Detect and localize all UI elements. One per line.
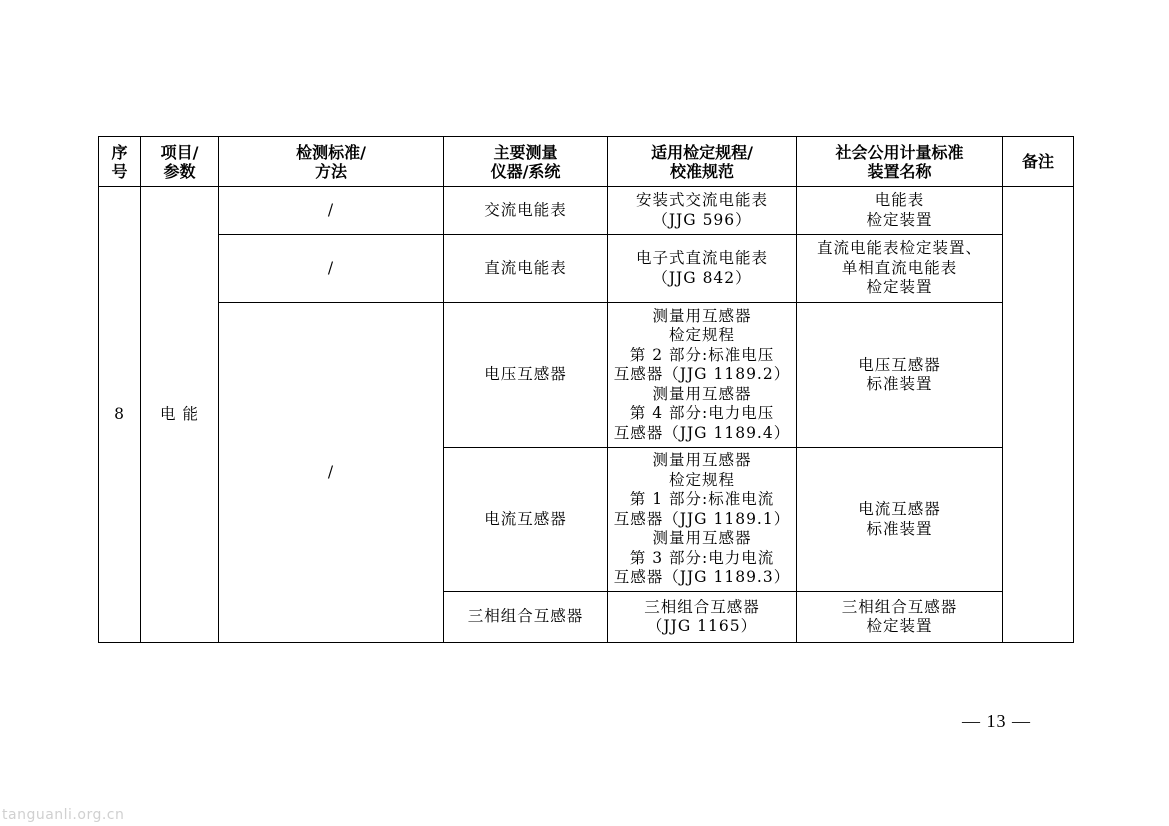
method-cell: / bbox=[219, 303, 444, 643]
instrument-cell: 电流互感器 bbox=[444, 448, 608, 592]
table-row bbox=[99, 303, 1074, 448]
standard-cell: 直流电能表检定装置、 单相直流电能表 检定装置 bbox=[797, 235, 1003, 303]
regulation-cell: 三相组合互感器 （JJG 1165） bbox=[608, 592, 797, 643]
instrument-cell: 直流电能表 bbox=[444, 235, 608, 303]
regulation-cell: 测量用互感器 检定规程 第 1 部分:标准电流 互感器（JJG 1189.1） 测量用互感器 第 3 部分:电力电流 互感器（JJG 1189.3） bbox=[608, 448, 797, 592]
item-cell: 电 能 bbox=[141, 187, 219, 643]
table-row bbox=[99, 235, 1074, 303]
header-instrument: 主要测量 仪器/系统 bbox=[444, 137, 608, 187]
standard-cell: 三相组合互感器 检定装置 bbox=[797, 592, 1003, 643]
standards-table bbox=[98, 136, 1074, 643]
header-method: 检测标准/ 方法 bbox=[219, 137, 444, 187]
standard-cell: 电流互感器 标准装置 bbox=[797, 448, 1003, 592]
method-cell: / bbox=[219, 187, 444, 235]
watermark: tanguanli.org.cn bbox=[2, 807, 125, 823]
table-row bbox=[99, 187, 1074, 235]
header-row bbox=[99, 137, 1074, 187]
page-number: — 13 — bbox=[962, 711, 1031, 731]
standard-cell: 电能表 检定装置 bbox=[797, 187, 1003, 235]
header-standard: 社会公用计量标准 装置名称 bbox=[797, 137, 1003, 187]
standard-cell: 电压互感器 标准装置 bbox=[797, 303, 1003, 448]
header-item: 项目/ 参数 bbox=[141, 137, 219, 187]
method-cell: / bbox=[219, 235, 444, 303]
header-seq: 序 号 bbox=[99, 137, 141, 187]
header-remark: 备注 bbox=[1003, 137, 1074, 187]
regulation-cell: 测量用互感器 检定规程 第 2 部分:标准电压 互感器（JJG 1189.2） 测量用互感器 第 4 部分:电力电压 互感器（JJG 1189.4） bbox=[608, 303, 797, 448]
instrument-cell: 三相组合互感器 bbox=[444, 592, 608, 643]
remark-cell bbox=[1003, 187, 1074, 643]
instrument-cell: 电压互感器 bbox=[444, 303, 608, 448]
seq-cell: 8 bbox=[99, 187, 141, 643]
regulation-cell: 安装式交流电能表 （JJG 596） bbox=[608, 187, 797, 235]
regulation-cell: 电子式直流电能表 （JJG 842） bbox=[608, 235, 797, 303]
instrument-cell: 交流电能表 bbox=[444, 187, 608, 235]
header-regulation: 适用检定规程/ 校准规范 bbox=[608, 137, 797, 187]
